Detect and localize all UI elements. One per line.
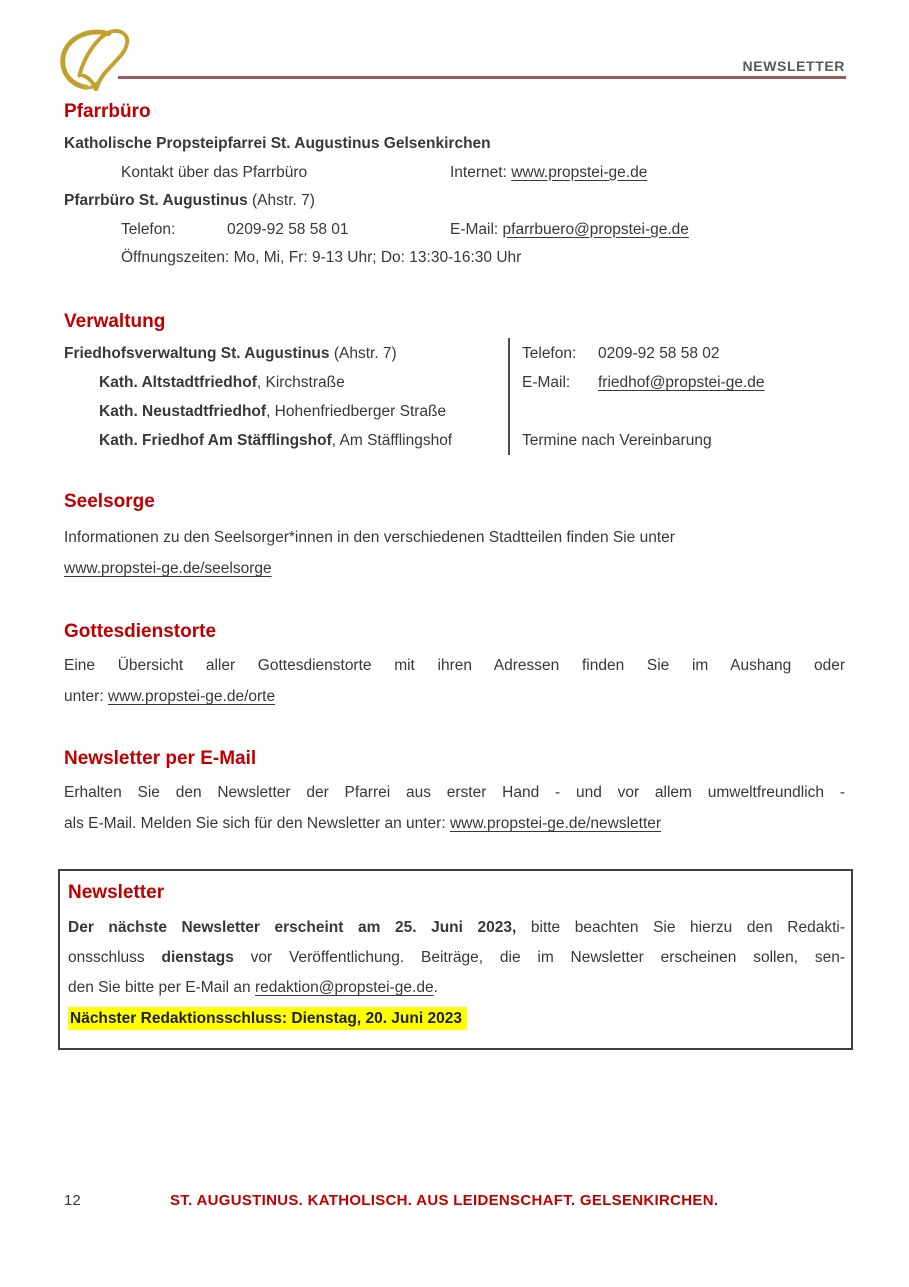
cemetery-street: , Hohenfriedberger Straße [266, 403, 447, 420]
contact-internet-row [64, 159, 845, 188]
newsletter-email-block [64, 777, 845, 839]
cemetery-entry [99, 397, 446, 426]
page-number: 12 [64, 1192, 81, 1209]
kontakt-text: Kontakt über das Pfarrbüro [121, 163, 308, 181]
phone-email-row [64, 216, 845, 245]
section-title-seelsorge: Seelsorge [64, 491, 155, 512]
box-text-2: onsschluss [68, 949, 162, 966]
office-name-row [64, 187, 845, 216]
section-title-newsletter-email: Newsletter per E-Mail [64, 748, 257, 769]
newsletter-notice-box [58, 869, 853, 1050]
section-title-verwaltung: Verwaltung [64, 311, 166, 332]
deadline-highlight-row [68, 1010, 467, 1028]
friedhof-email-link[interactable]: friedhof@propstei-ge.de [598, 374, 765, 391]
cemetery-row [64, 426, 504, 455]
redaktion-email-link[interactable]: redaktion@propstei-ge.de [254, 979, 434, 996]
box-text-5: . [433, 979, 438, 996]
cemetery-name: Kath. Altstadtfriedhof [99, 374, 257, 391]
gottesdienstorte-block [64, 650, 845, 712]
newsletter-email-text: Erhalten Sie den Newsletter der Pfarrei aus erster Hand - und vor allem umweltfreundlich - [64, 784, 845, 801]
newsletter-header-label: NEWSLETTER [742, 58, 845, 74]
seelsorge-link-row [64, 553, 845, 584]
column-divider [508, 338, 510, 455]
internet-cell [450, 159, 647, 188]
box-line-1 [68, 913, 845, 943]
orte-link[interactable]: www.propstei-ge.de/orte [107, 688, 276, 705]
section-title-gottesdienstorte: Gottesdienstorte [64, 621, 217, 642]
gottesdienstorte-link-row [64, 681, 845, 712]
telefon-value: 0209-92 58 58 01 [227, 220, 349, 238]
opening-hours-row [64, 244, 845, 273]
cemetery-name: Kath. Neustadtfriedhof [99, 403, 267, 420]
box-line-3 [68, 973, 845, 1003]
cemetery-entry [99, 426, 452, 455]
footer-slogan: ST. AUGUSTINUS. KATHOLISCH. AUS LEIDENSCHAFT. GELSENKIRCHEN. [170, 1192, 719, 1209]
cemetery-street: , Am Stäfflingshof [331, 432, 453, 449]
seelsorge-text: Informationen zu den Seelsorger*innen in den verschiedenen Stadtteilen finden Sie unter [64, 529, 675, 546]
verwaltung-right-column [522, 339, 845, 455]
section-title-newsletter-box: Newsletter [68, 882, 165, 903]
website-link[interactable]: www.propstei-ge.de [511, 163, 648, 181]
newsletter-signup-link[interactable]: www.propstei-ge.de/newsletter [449, 815, 662, 832]
gottesdienstorte-text-row [64, 650, 845, 681]
friedhofsverwaltung-row [64, 339, 504, 368]
telefon-label: Telefon: [522, 345, 577, 362]
verwaltung-left-column [64, 339, 504, 455]
internet-label: Internet: [450, 163, 507, 181]
deadline-weekday: dienstags [161, 949, 234, 966]
friedhofsverwaltung-name: Friedhofsverwaltung St. Augustinus [64, 345, 330, 362]
verwaltung-phone-row [522, 339, 845, 368]
pfarrbuero-block [64, 130, 845, 273]
section-title-pfarrbuero: Pfarrbüro [64, 101, 151, 122]
deadline-highlight: Nächster Redaktionsschluss: Dienstag, 20. Juni 2023 [68, 1007, 467, 1030]
telefon-label: Telefon: [121, 220, 176, 238]
newsletter-email-text-row [64, 777, 845, 808]
newsletter-box-paragraph [68, 913, 845, 1003]
friedhofsverwaltung-address: (Ahstr. 7) [329, 345, 397, 362]
opening-hours: Öffnungszeiten: Mo, Mi, Fr: 9-13 Uhr; Do: 13:30-16:30 Uhr [121, 249, 522, 266]
email-label: E-Mail: [522, 374, 571, 391]
parish-name-row [64, 130, 845, 159]
next-issue-date: Der nächste Newsletter erscheint am 25. Juni 2023, [68, 919, 517, 936]
cemetery-street: , Kirchstraße [256, 374, 345, 391]
office-email-link[interactable]: pfarrbuero@propstei-ge.de [502, 220, 689, 238]
email-label: E-Mail: [450, 220, 499, 238]
cemetery-name: Kath. Friedhof Am Stäfflingshof [99, 432, 332, 449]
seelsorge-block [64, 522, 845, 584]
cemetery-row [64, 368, 504, 397]
parish-name: Katholische Propsteipfarrei St. Augustinus Gelsenkirchen [64, 135, 491, 152]
box-line-2 [68, 943, 845, 973]
office-name: Pfarrbüro St. Augustinus [64, 192, 248, 209]
header-rule [118, 76, 846, 79]
unter-prefix: unter: [64, 688, 108, 705]
empty-row [522, 397, 845, 426]
telefon-value: 0209-92 58 58 02 [598, 345, 720, 362]
cemetery-entry [99, 368, 345, 397]
box-text-4: den Sie bitte per E-Mail an [68, 979, 255, 996]
seelsorge-link[interactable]: www.propstei-ge.de/seelsorge [64, 560, 272, 577]
newsletter-email-link-row [64, 808, 845, 839]
office-address: (Ahstr. 7) [247, 192, 315, 209]
cemetery-row [64, 397, 504, 426]
termine-text: Termine nach Vereinbarung [522, 432, 712, 449]
heart-logo-icon [56, 26, 134, 94]
verwaltung-email-row [522, 368, 845, 397]
termine-row [522, 426, 845, 455]
gottesdienstorte-text: Eine Übersicht aller Gottesdienstorte mit ihren Adressen finden Sie im Aushang oder [64, 657, 845, 674]
email-cell [450, 216, 689, 245]
seelsorge-text-row [64, 522, 845, 553]
signup-prefix: als E-Mail. Melden Sie sich für den Newsletter an unter: [64, 815, 450, 832]
box-text-1: bitte beachten Sie hierzu den Redakti- [516, 919, 845, 936]
box-text-3: vor Veröffentlichung. Beiträge, die im Newsletter erscheinen sollen, sen- [233, 949, 846, 966]
